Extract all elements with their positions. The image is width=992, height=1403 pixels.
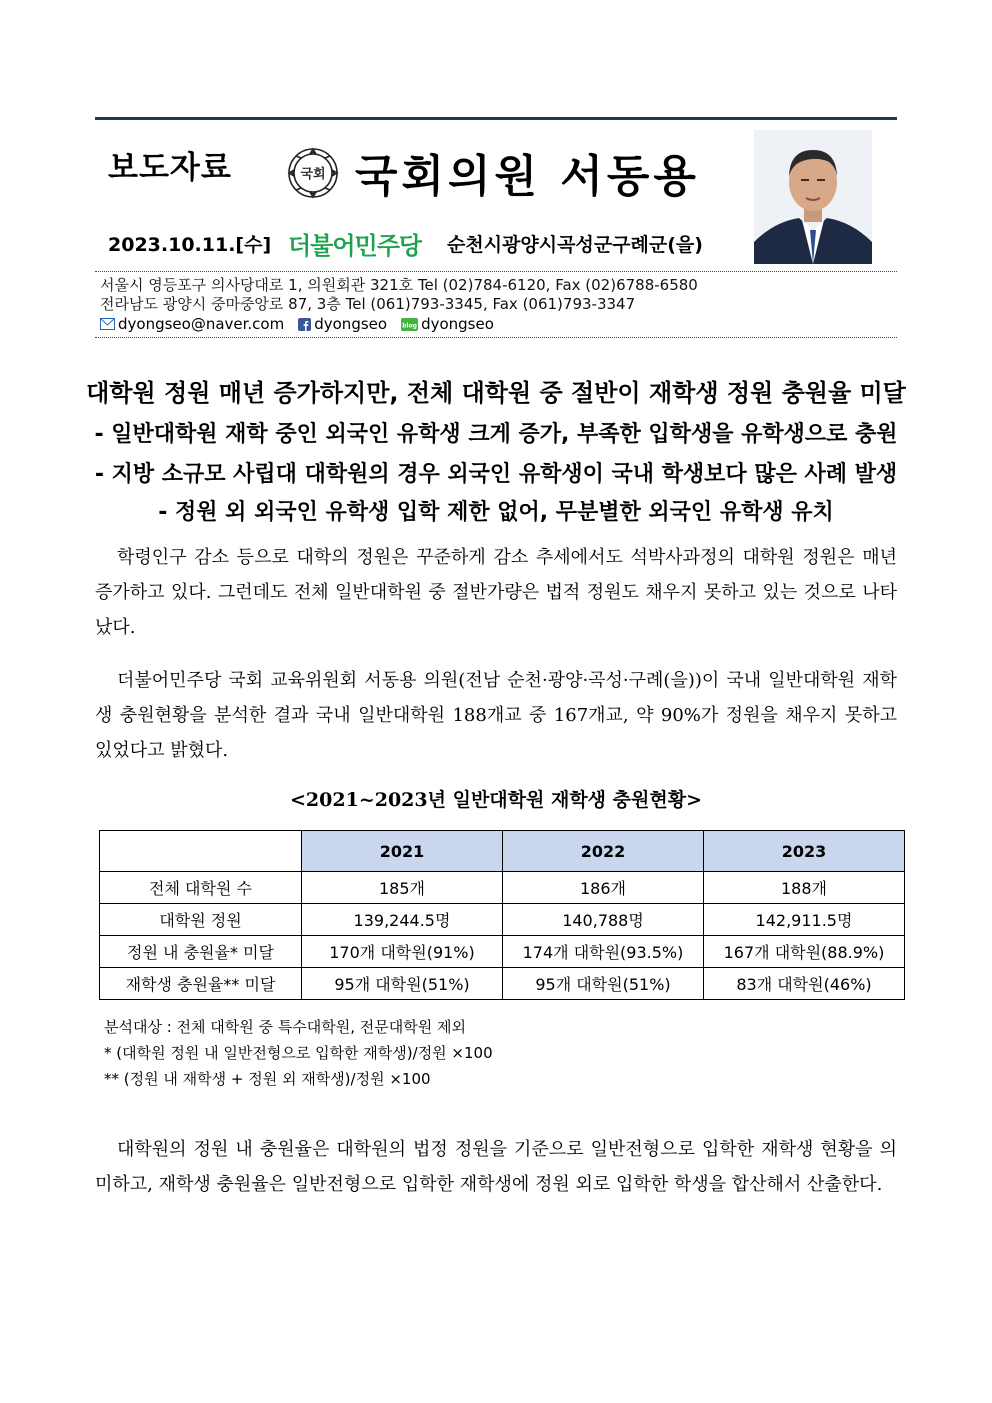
table-header-blank bbox=[100, 831, 302, 872]
table-header-2023: 2023 bbox=[704, 831, 905, 872]
header-divider bbox=[95, 271, 897, 272]
table-cell: 95개 대학원(51%) bbox=[302, 968, 503, 1000]
headline-sub-3: - 정원 외 외국인 유학생 입학 제한 없어, 무분별한 외국인 유학생 유치 bbox=[158, 500, 834, 525]
constituency: 순천시광양시곡성군구례군(을) bbox=[447, 234, 703, 256]
table-cell: 95개 대학원(51%) bbox=[503, 968, 704, 1000]
table-cell: 139,244.5명 bbox=[302, 904, 503, 936]
lawmaker-title: 국회의원 서동용 bbox=[355, 151, 700, 202]
table-note-scope: 분석대상 : 전체 대학원 중 특수대학원, 전문대학원 제외 bbox=[104, 1018, 466, 1036]
table-header-row bbox=[100, 831, 905, 872]
table-cell: 정원 내 충원율* 미달 bbox=[100, 936, 302, 968]
body-paragraph-2: 더불어민주당 국회 교육위원회 서동용 의원(전남 순천·광양·곡성·구례(을))이 국내 일반대학원 재학생 충원현황을 분석한 결과 국내 일반대학원 188개교 중 167개교, 약 90%가 정원을 채우지 못하고 있었다고 밝혔다. bbox=[95, 670, 897, 761]
contact-divider bbox=[95, 337, 897, 338]
seoul-office-address: 서울시 영등포구 의사당대로 1, 의원회관 321호 Tel (02)784-6120, Fax (02)6788-6580 bbox=[100, 276, 698, 294]
table-cell: 170개 대학원(91%) bbox=[302, 936, 503, 968]
table-cell: 188개 bbox=[704, 872, 905, 904]
table-row bbox=[100, 872, 905, 904]
body-paragraph-1: 학령인구 감소 등으로 대학의 정원은 꾸준하게 감소 추세에서도 석박사과정의 대학원 정원은 매년 증가하고 있다. 그런데도 전체 일반대학원 중 절반가량은 법적 정원도 채우지 못하고 있는 것으로 나타났다. bbox=[95, 547, 897, 638]
table-cell: 140,788명 bbox=[503, 904, 704, 936]
headline-sub-1: - 일반대학원 재학 중인 외국인 유학생 크게 증가, 부족한 입학생을 유학생으로 충원 bbox=[94, 422, 898, 447]
body-paragraph-3: 대학원의 정원 내 충원율은 대학원의 법정 정원을 기준으로 일반전형으로 입학한 재학생 현황을 의미하고, 재학생 충원율은 일반전형으로 입학한 재학생에 정원 외로 입학한 학생을 합산해서 산출한다. bbox=[95, 1139, 897, 1195]
contact-row bbox=[100, 315, 494, 333]
table-caption: <2021~2023년 일반대학원 재학생 충원현황> bbox=[290, 789, 702, 811]
lawmaker-photo bbox=[754, 130, 872, 264]
blog-link[interactable]: dyongseo bbox=[421, 315, 494, 333]
table-note-single-asterisk: * (대학원 정원 내 일반전형으로 입학한 재학생)/정원 ×100 bbox=[104, 1044, 493, 1062]
blog-icon bbox=[401, 318, 418, 331]
table-cell: 186개 bbox=[503, 872, 704, 904]
table-row bbox=[100, 968, 905, 1000]
gwangyang-office-address: 전라남도 광양시 중마중앙로 87, 3층 Tel (061)793-3345, Fax (061)793-3347 bbox=[100, 295, 636, 313]
table-cell: 대학원 정원 bbox=[100, 904, 302, 936]
table-cell: 142,911.5명 bbox=[704, 904, 905, 936]
enrollment-table bbox=[99, 830, 905, 1000]
table-cell: 전체 대학원 수 bbox=[100, 872, 302, 904]
emblem-icon bbox=[287, 147, 339, 199]
svg-text:blog: blog bbox=[402, 322, 417, 329]
headline-sub-2: - 지방 소규모 사립대 대학원의 경우 외국인 유학생이 국내 학생보다 많은 사례 발생 bbox=[94, 462, 898, 487]
release-date: 2023.10.11.[수] bbox=[108, 234, 272, 256]
mail-icon bbox=[100, 318, 115, 330]
table-cell: 174개 대학원(93.5%) bbox=[503, 936, 704, 968]
national-assembly-emblem bbox=[287, 147, 339, 199]
table-cell: 83개 대학원(46%) bbox=[704, 968, 905, 1000]
headline-main: 대학원 정원 매년 증가하지만, 전체 대학원 중 절반이 재학생 정원 충원율 미달 bbox=[86, 379, 906, 407]
press-release-label: 보도자료 bbox=[108, 150, 232, 186]
table-cell: 167개 대학원(88.9%) bbox=[704, 936, 905, 968]
facebook-link[interactable]: dyongseo bbox=[314, 315, 388, 333]
table-cell: 재학생 충원율** 미달 bbox=[100, 968, 302, 1000]
email-link[interactable]: dyongseo@naver.com bbox=[118, 315, 285, 333]
table-header-2021: 2021 bbox=[302, 831, 503, 872]
top-rule bbox=[95, 117, 897, 120]
table-header-2022: 2022 bbox=[503, 831, 704, 872]
table-row bbox=[100, 904, 905, 936]
table-row bbox=[100, 936, 905, 968]
svg-text:국회: 국회 bbox=[300, 167, 326, 182]
table-note-double-asterisk: ** (정원 내 재학생 + 정원 외 재학생)/정원 ×100 bbox=[104, 1070, 431, 1088]
facebook-icon bbox=[298, 318, 311, 331]
party-logo-text: 더불어민주당 bbox=[288, 232, 422, 260]
table-cell: 185개 bbox=[302, 872, 503, 904]
